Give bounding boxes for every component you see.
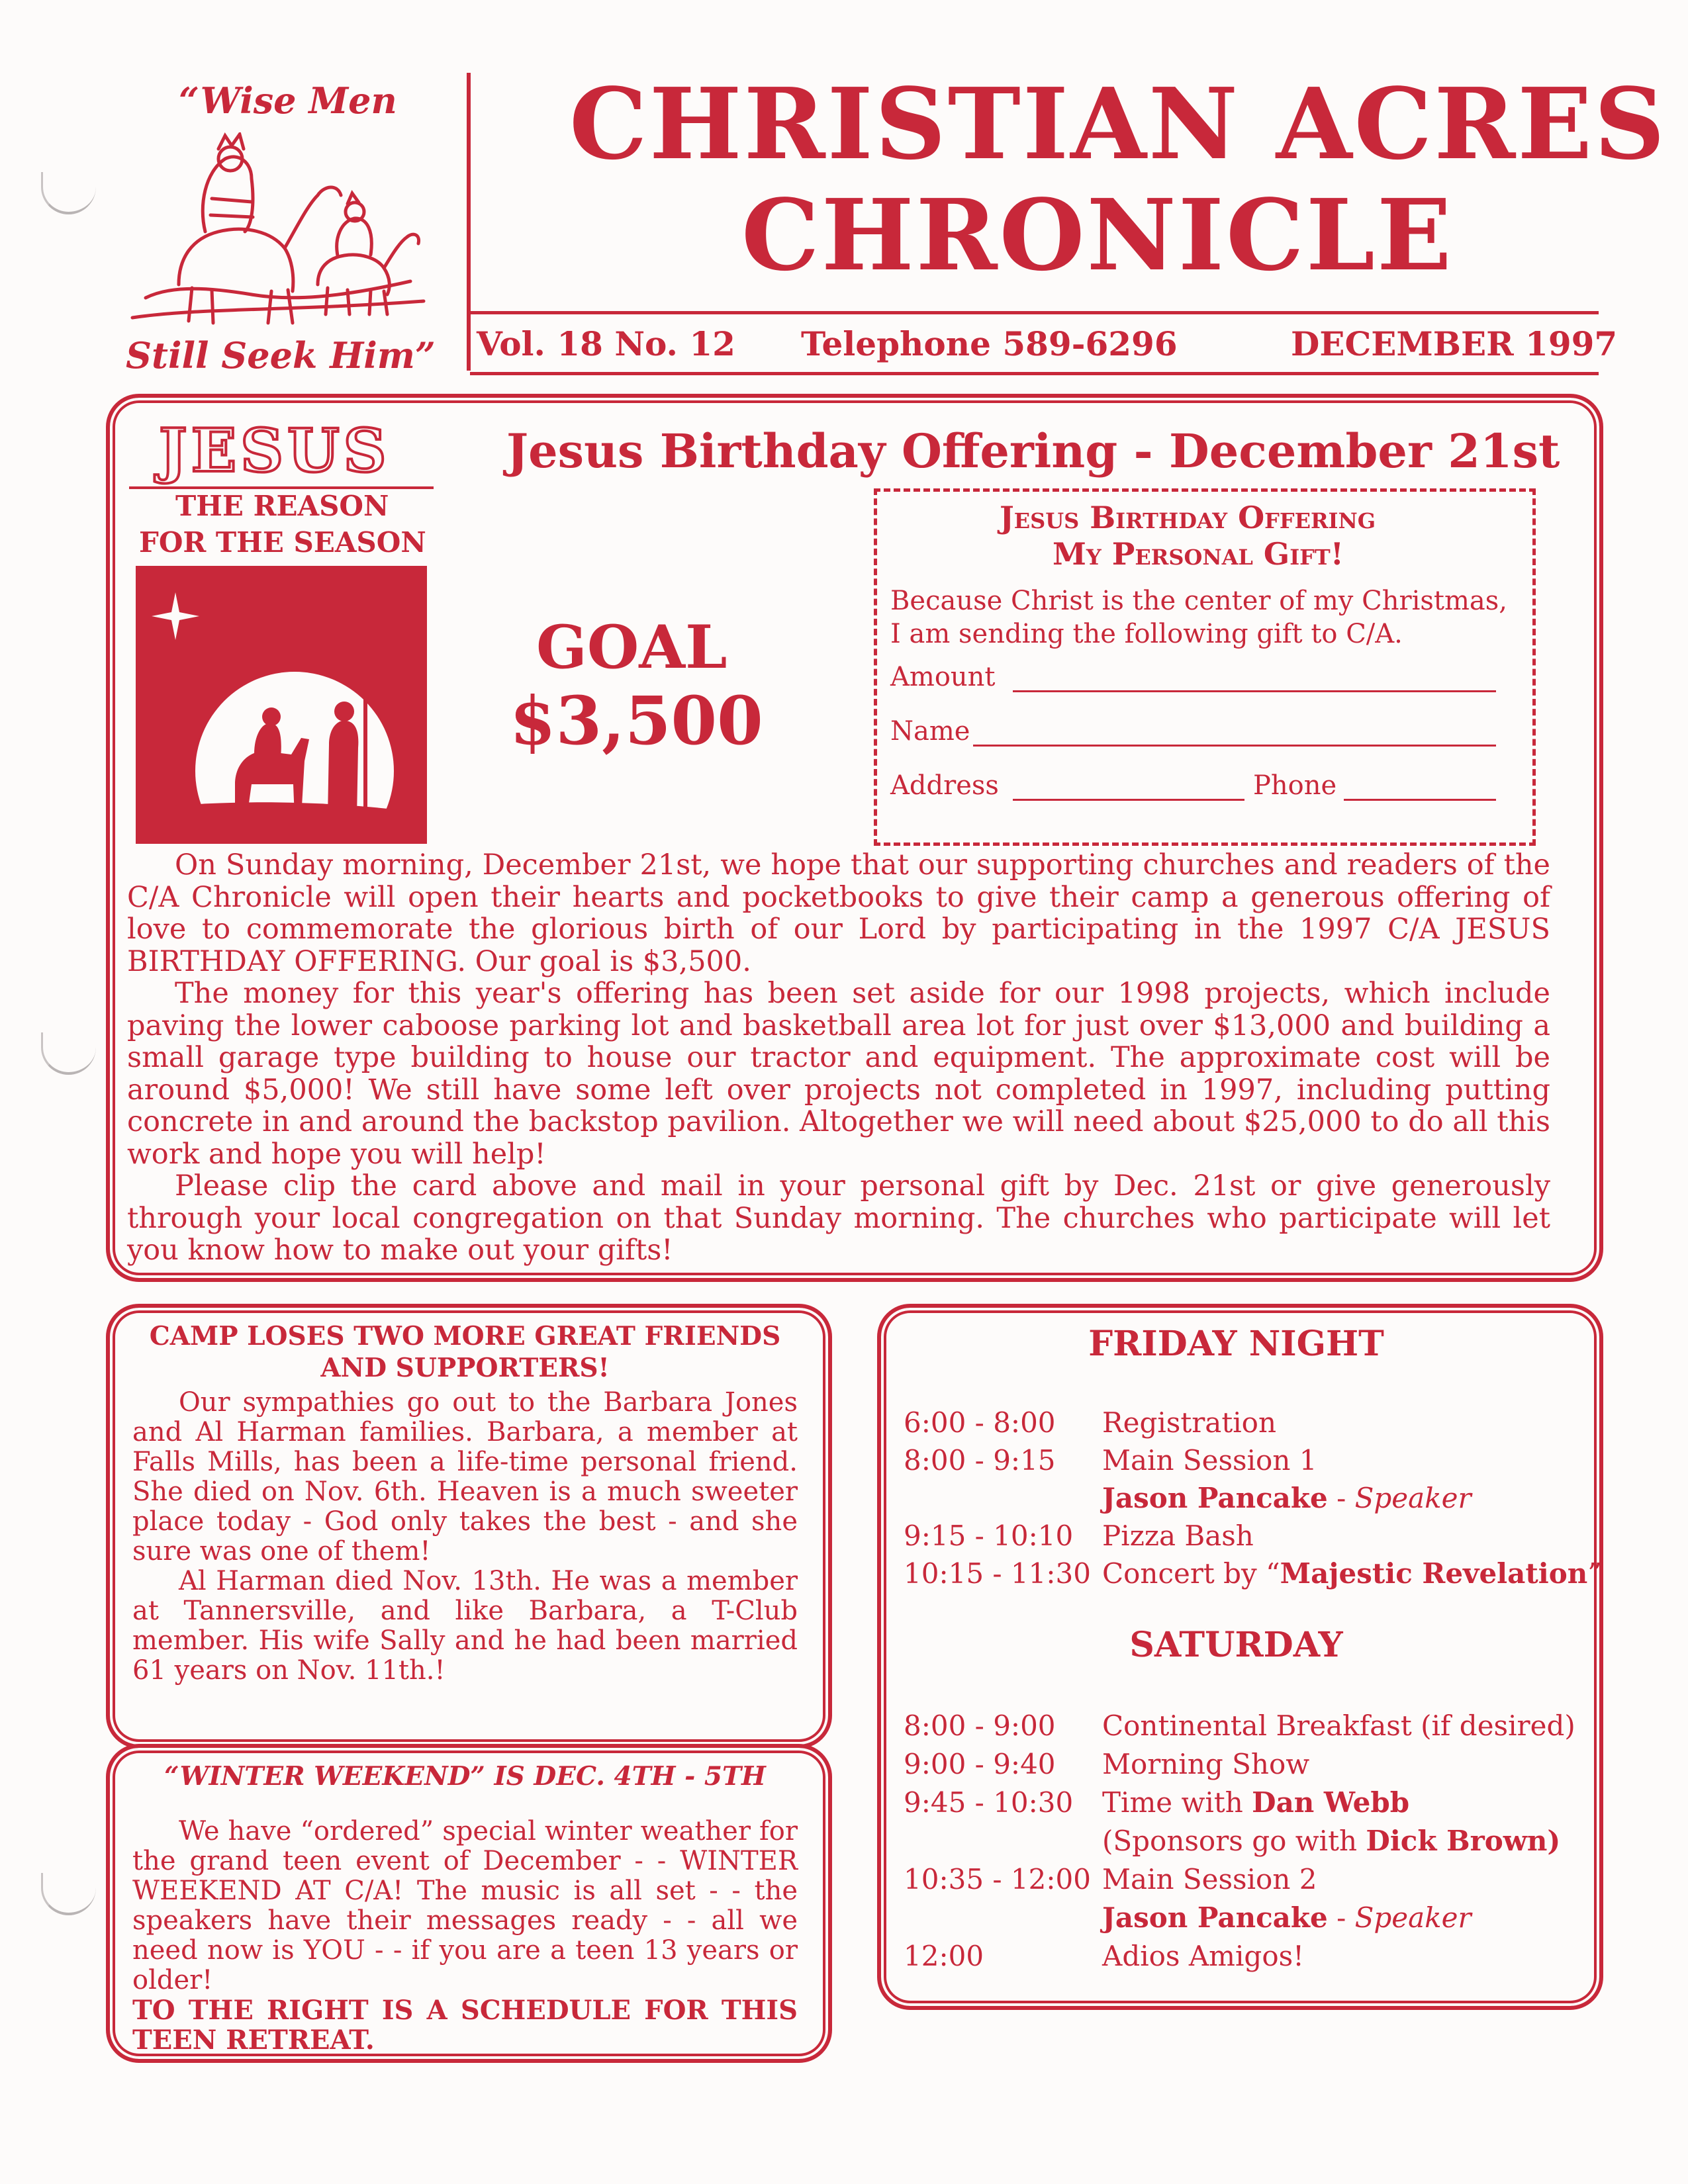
winter-article-body bbox=[132, 1817, 798, 2055]
camp-article-body bbox=[132, 1388, 798, 1686]
saturday-speaker bbox=[1102, 1901, 1472, 1934]
saturday-event: Continental Breakfast (if desired) bbox=[1102, 1709, 1575, 1742]
amount-field[interactable] bbox=[1013, 690, 1496, 692]
address-label: Address bbox=[890, 770, 999, 801]
winter-emphasis: TO THE RIGHT IS A SCHEDULE FOR THIS TEEN RETREAT. bbox=[132, 1995, 798, 2056]
camp-paragraph: Our sympathies go out to the Barbara Jones and Al Harman families. Barbara, a member at Falls Mills, has been a life-time personal friend. She died on Nov. 6th. Heaven is a much sweeter place today - God only takes the best - and she sure was one of them! bbox=[132, 1387, 798, 1567]
name-field[interactable] bbox=[973, 745, 1496, 747]
binder-hole-top bbox=[41, 172, 96, 214]
friday-time: 8:00 - 9:15 bbox=[904, 1444, 1056, 1477]
goal-amount: $3,500 bbox=[510, 682, 763, 760]
coupon-title-line1: Jesus Birthday Offering bbox=[1000, 500, 1376, 535]
winter-article-heading: “WINTER WEEKEND” IS DEC. 4TH - 5TH bbox=[164, 1761, 766, 1792]
speaker-separator: - bbox=[1327, 1482, 1355, 1514]
saturday-time: 9:00 - 9:40 bbox=[904, 1748, 1056, 1780]
saturday-time: 10:35 - 12:00 bbox=[904, 1863, 1091, 1895]
camp-article-heading bbox=[126, 1320, 804, 1384]
offering-paragraph: The money for this year's offering has been set aside for our 1998 projects, which include paving the lower caboose parking lot and basketball area lot for just over $13,000 and building a small garage type building to house our tractor and equipment. The approximate cost will be around $5,000! We still have some left over projects not completed in 1997, including putting concrete in and around the backstop pavilion. Altogether we will need about $25,000 to do all this work and hope you will help! bbox=[127, 977, 1550, 1171]
coupon-text-line2: I am sending the following gift to C/A. bbox=[890, 619, 1403, 649]
coupon-title-line2: My Personal Gift! bbox=[1053, 536, 1344, 572]
concert-suffix: ” bbox=[1587, 1557, 1602, 1590]
friday-night-heading: FRIDAY NIGHT bbox=[1088, 1324, 1384, 1364]
speaker-role: Speaker bbox=[1354, 1901, 1472, 1934]
masthead-rule-top bbox=[470, 311, 1599, 314]
camp-heading-line1: CAMP LOSES TWO MORE GREAT FRIENDS bbox=[149, 1321, 781, 1351]
saturday-event bbox=[1102, 1786, 1409, 1819]
saturday-event: Morning Show bbox=[1102, 1748, 1310, 1780]
saturday-time: 9:45 - 10:30 bbox=[904, 1786, 1074, 1819]
saturday-event bbox=[1102, 1825, 1560, 1857]
offering-paragraph: On Sunday morning, December 21st, we hope that our supporting churches and readers of the C/A Chronicle will open their hearts and pocketbooks to give their camp a generous offering of love to commemorate the glorious birth of our Lord by participating in the 1997 C/A JESUS BIRTHDAY OFFERING. Our goal is $3,500. bbox=[127, 848, 1550, 978]
masthead-divider bbox=[467, 73, 471, 371]
name-label: Name bbox=[890, 716, 970, 747]
reason-line-1: THE REASON bbox=[175, 490, 389, 522]
speaker-name: Jason Pancake bbox=[1102, 1482, 1328, 1514]
speaker-separator: - bbox=[1327, 1901, 1355, 1934]
offering-headline: Jesus Birthday Offering - December 21st bbox=[506, 424, 1560, 478]
friday-event: Main Session 1 bbox=[1102, 1444, 1317, 1477]
friday-speaker bbox=[1102, 1482, 1472, 1514]
friday-time: 9:15 - 10:10 bbox=[904, 1520, 1074, 1552]
motto-bottom: Still Seek Him” bbox=[126, 334, 436, 377]
speaker-name: Jason Pancake bbox=[1102, 1901, 1328, 1934]
saturday-event: Main Session 2 bbox=[1102, 1863, 1317, 1895]
offering-article-body bbox=[127, 849, 1550, 1267]
saturday-event: Adios Amigos! bbox=[1102, 1940, 1305, 1972]
camp-paragraph: Al Harman died Nov. 13th. He was a member at Tannersville, and like Barbara, a T-Club member. His wife Sally and he had been married 61 years on Nov. 11th.! bbox=[132, 1566, 798, 1686]
phone-label: Phone bbox=[1253, 770, 1337, 801]
offering-paragraph: Please clip the card above and mail in your personal gift by Dec. 21st or give generously through your local congregation on that Sunday morning. The churches who participate will let you know how to make out your gifts! bbox=[127, 1169, 1550, 1267]
newspaper-title-line1: CHRISTIAN ACRES bbox=[569, 66, 1667, 181]
saturday-time: 12:00 bbox=[904, 1940, 984, 1972]
wise-men-camel-illustration bbox=[119, 132, 430, 331]
host-name: Dan Webb bbox=[1252, 1786, 1410, 1819]
winter-paragraph: We have “ordered” special winter weather for the grand teen event of December - - WINTER WEEKEND AT C/A! The music is all set - - the speakers have their messages ready - - all we need now is YOU - - if you are a teen 13 years or older! bbox=[132, 1816, 798, 1995]
friday-event: Pizza Bash bbox=[1102, 1520, 1254, 1552]
goal-label: GOAL bbox=[536, 612, 727, 682]
saturday-time: 8:00 - 9:00 bbox=[904, 1709, 1056, 1742]
amount-label: Amount bbox=[890, 662, 996, 692]
address-field[interactable] bbox=[1013, 799, 1244, 801]
phone-field[interactable] bbox=[1344, 799, 1496, 801]
event-prefix: Time with bbox=[1102, 1786, 1252, 1819]
newspaper-title-line2: CHRONICLE bbox=[741, 177, 1454, 293]
issue-date: DECEMBER 1997 bbox=[1291, 324, 1618, 363]
binder-hole-bottom bbox=[41, 1873, 96, 1915]
reason-line-2: FOR THE SEASON bbox=[139, 526, 426, 559]
motto-top: “Wise Men bbox=[179, 79, 397, 122]
speaker-role: Speaker bbox=[1354, 1482, 1472, 1514]
friday-event: Registration bbox=[1102, 1406, 1276, 1439]
host-name: Dick Brown) bbox=[1366, 1825, 1561, 1857]
telephone-number: Telephone 589-6296 bbox=[801, 324, 1178, 363]
saturday-heading: SATURDAY bbox=[1129, 1625, 1343, 1665]
camp-heading-line2: AND SUPPORTERS! bbox=[320, 1353, 610, 1383]
jesus-outline-heading: JESUS bbox=[159, 416, 391, 486]
concert-prefix: Concert by “ bbox=[1102, 1557, 1280, 1590]
masthead-rule-bottom bbox=[470, 372, 1599, 375]
jesus-heading-rule bbox=[129, 486, 434, 489]
friday-time: 6:00 - 8:00 bbox=[904, 1406, 1056, 1439]
coupon-text-line1: Because Christ is the center of my Christmas, bbox=[890, 586, 1508, 616]
volume-number: Vol. 18 No. 12 bbox=[477, 324, 735, 363]
band-name: Majestic Revelation bbox=[1280, 1557, 1588, 1590]
binder-hole-middle bbox=[41, 1032, 96, 1075]
friday-time: 10:15 - 11:30 bbox=[904, 1557, 1091, 1590]
nativity-illustration bbox=[136, 566, 427, 844]
event-prefix: (Sponsors go with bbox=[1102, 1825, 1366, 1857]
friday-concert bbox=[1102, 1557, 1602, 1590]
